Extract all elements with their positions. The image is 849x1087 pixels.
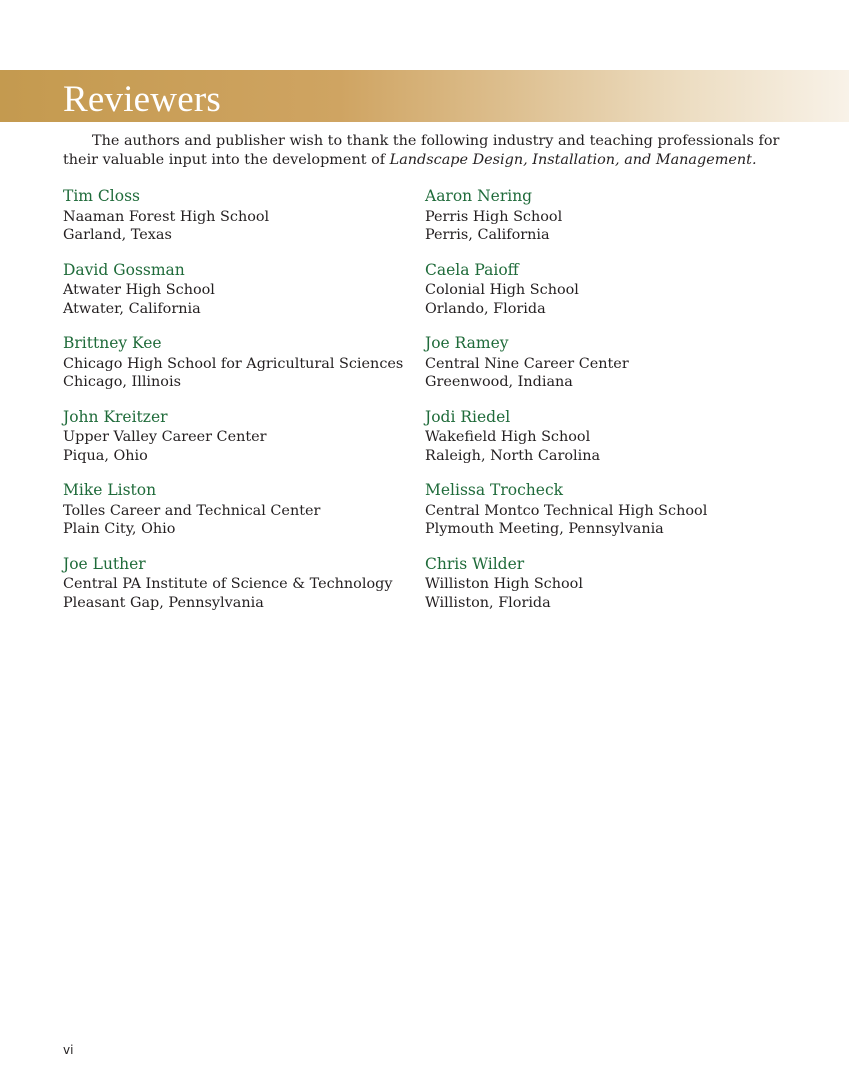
reviewer-school: Tolles Career and Technical Center xyxy=(63,502,321,519)
reviewer-entry xyxy=(425,260,707,334)
reviewer-location: Pleasant Gap, Pennsylvania xyxy=(63,594,264,611)
reviewer-school: Naaman Forest High School xyxy=(63,208,270,225)
reviewer-location: Plymouth Meeting, Pennsylvania xyxy=(425,521,664,538)
reviewer-entry xyxy=(63,260,403,334)
reviewer-location: Williston, Florida xyxy=(425,594,551,611)
reviewer-location: Greenwood, Indiana xyxy=(425,374,573,391)
intro-paragraph xyxy=(63,132,783,170)
reviewer-location: Atwater, California xyxy=(63,300,201,317)
reviewer-location: Garland, Texas xyxy=(63,227,172,243)
reviewer-name: David Gossman xyxy=(63,260,185,279)
page-number: vi xyxy=(63,1043,74,1057)
reviewer-name: Tim Closs xyxy=(63,187,140,205)
reviewer-school: Wakefield High School xyxy=(425,429,591,446)
reviewer-entry xyxy=(63,407,403,481)
reviewer-name: Aaron Nering xyxy=(425,187,533,205)
reviewer-location: Piqua, Ohio xyxy=(63,447,148,464)
reviewer-entry xyxy=(425,480,707,554)
reviewer-school: Colonial High School xyxy=(425,282,579,299)
page-title: Reviewers xyxy=(63,79,221,120)
reviewer-name: John Kreitzer xyxy=(63,407,168,426)
reviewer-name: Jodi Riedel xyxy=(425,407,511,426)
reviewer-name: Brittney Kee xyxy=(63,334,162,353)
reviewer-name: Joe Ramey xyxy=(425,334,509,353)
reviewer-location: Plain City, Ohio xyxy=(63,521,176,538)
reviewers-left-column xyxy=(63,186,403,628)
reviewer-entry xyxy=(425,554,707,628)
reviewer-entry xyxy=(63,186,403,260)
reviewer-school: Atwater High School xyxy=(63,282,215,299)
reviewers-right-column xyxy=(425,186,707,628)
reviewer-entry xyxy=(63,333,403,407)
reviewer-location: Orlando, Florida xyxy=(425,300,546,317)
reviewer-location: Raleigh, North Carolina xyxy=(425,447,601,464)
reviewer-entry xyxy=(425,333,707,407)
reviewer-school: Central Montco Technical High School xyxy=(425,502,708,519)
reviewer-name: Joe Luther xyxy=(63,554,146,573)
reviewer-school: Chicago High School for Agricultural Sciences xyxy=(63,355,404,372)
reviewer-name: Caela Paioff xyxy=(425,260,519,279)
reviewer-school: Central Nine Career Center xyxy=(425,355,629,372)
reviewer-entry xyxy=(425,186,707,260)
reviewer-school: Central PA Institute of Science & Technology xyxy=(63,576,393,593)
reviewer-name: Chris Wilder xyxy=(425,554,525,573)
reviewer-location: Perris, California xyxy=(425,227,550,243)
reviewer-location: Chicago, Illinois xyxy=(63,374,181,391)
book-title: Landscape Design, Installation, and Management. xyxy=(389,152,757,168)
reviewer-school: Upper Valley Career Center xyxy=(63,429,267,446)
reviewer-entry xyxy=(425,407,707,481)
reviewer-entry xyxy=(63,554,403,628)
reviewer-school: Perris High School xyxy=(425,208,563,225)
reviewer-name: Melissa Trocheck xyxy=(425,481,564,500)
intro-text: The authors and publisher wish to thank the following industry and teaching professionals for their valuable input into the development of xyxy=(63,133,780,168)
reviewer-name: Mike Liston xyxy=(63,481,157,500)
reviewer-school: Williston High School xyxy=(425,576,583,593)
reviewer-entry xyxy=(63,480,403,554)
